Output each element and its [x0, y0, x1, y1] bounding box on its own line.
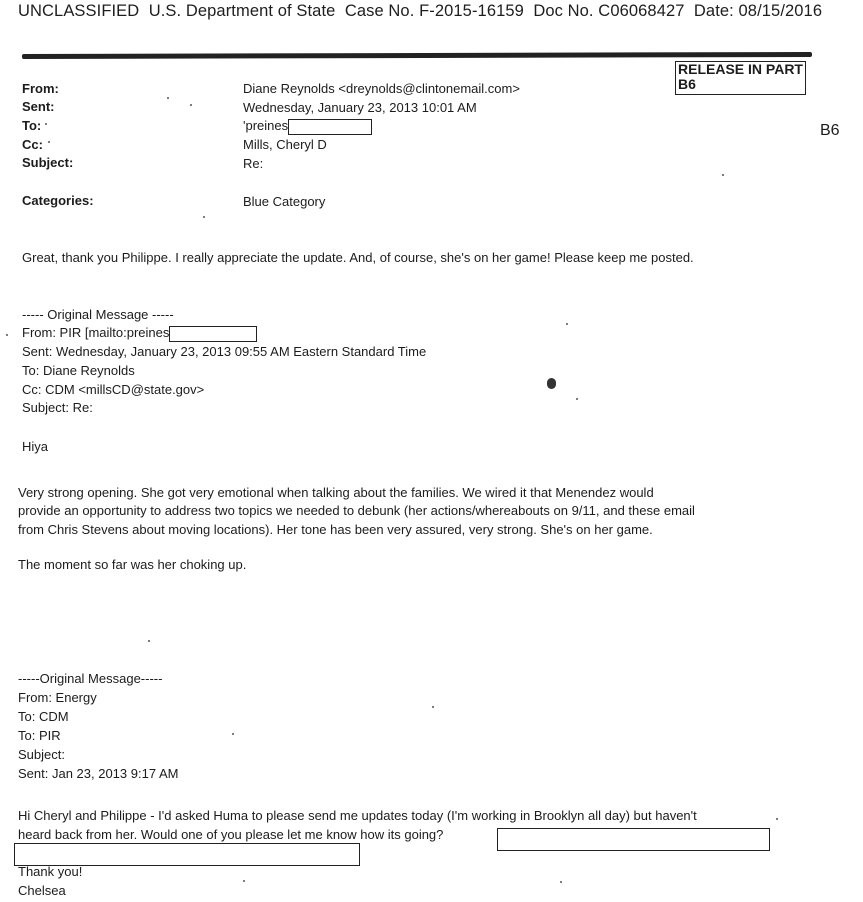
- subject-value: Re:: [243, 156, 264, 171]
- msg2-thanks: Thank you!: [18, 864, 83, 879]
- msg1-to: To: Diane Reynolds: [22, 363, 135, 378]
- msg2-to-1: To: CDM: [18, 709, 69, 724]
- scan-speck: [722, 174, 724, 176]
- scan-speck: [167, 97, 169, 99]
- redaction-box: [14, 843, 360, 866]
- scan-speck: [576, 398, 578, 400]
- msg2-paragraph-line-2: heard back from her. Would one of you please let me know how its going?: [18, 827, 444, 842]
- to-value: 'preines: [243, 118, 289, 133]
- document-header: [18, 2, 822, 21]
- sent-value: Wednesday, January 23, 2013 10:01 AM: [243, 100, 477, 115]
- case-number: Case No. F-2015-16159: [344, 2, 524, 20]
- release-stamp: [675, 61, 806, 95]
- msg1-from: [22, 325, 257, 342]
- msg2-to-2: To: PIR: [18, 728, 61, 743]
- to-field: [243, 118, 372, 135]
- msg2-from: From: Energy: [18, 690, 97, 705]
- classification-label: UNCLASSIFIED: [18, 2, 140, 20]
- msg2-signature: Chelsea: [18, 883, 66, 898]
- scan-speck: [432, 706, 434, 708]
- stamp-line-2: B6: [678, 76, 696, 92]
- scan-speck: [190, 104, 192, 106]
- doc-number: Doc No. C06068427: [533, 2, 685, 20]
- header-date: Date: 08/15/2016: [693, 2, 823, 20]
- scan-speck: [48, 141, 50, 143]
- redaction-box: [288, 119, 372, 135]
- from-label: From:: [22, 81, 59, 96]
- msg1-subject: Subject: Re:: [22, 400, 93, 415]
- msg1-from-text: From: PIR [mailto:preines: [22, 325, 170, 340]
- header-divider: [22, 52, 812, 59]
- msg1-paragraph-line-1: Very strong opening. She got very emotional when talking about the families. We wired it that Menendez would: [18, 485, 654, 500]
- reply-text: Great, thank you Philippe. I really appreciate the update. And, of course, she's on her game! Please keep me posted.: [22, 250, 694, 265]
- cc-label: Cc:: [22, 137, 43, 152]
- categories-value: Blue Category: [243, 194, 326, 209]
- to-label: To:: [22, 118, 42, 133]
- msg1-paragraph-line-3: from Chris Stevens about moving locations). Her tone has been very assured, very strong. She's on her game.: [18, 522, 653, 537]
- msg1-cc: Cc: CDM <millsCD@state.gov>: [22, 382, 205, 397]
- msg1-greeting: Hiya: [22, 439, 49, 454]
- redaction-box: [497, 828, 770, 851]
- redaction-box: [169, 326, 257, 342]
- categories-label: Categories:: [22, 193, 94, 208]
- msg1-paragraph-line-2: provide an opportunity to address two topics we needed to debunk (her actions/whereabouts on 9/11, and these email: [18, 503, 695, 518]
- scan-blot: [547, 378, 556, 389]
- msg2-paragraph-line-1: Hi Cheryl and Philippe - I'd asked Huma to please send me updates today (I'm working in Brooklyn all day) but haven't: [18, 808, 697, 823]
- scan-speck: [566, 323, 568, 325]
- msg1-sent: Sent: Wednesday, January 23, 2013 09:55 AM Eastern Standard Time: [22, 344, 427, 359]
- agency-name: U.S. Department of State: [148, 2, 336, 20]
- from-value: Diane Reynolds <dreynolds@clintonemail.com>: [243, 81, 520, 96]
- scan-speck: [203, 216, 205, 218]
- scan-speck: [560, 881, 562, 883]
- msg2-subject: Subject:: [18, 747, 65, 762]
- cc-value: Mills, Cheryl D: [243, 137, 327, 152]
- stamp-line-1: RELEASE IN PART: [678, 61, 803, 77]
- scan-speck: [776, 818, 778, 820]
- scan-speck: [243, 880, 245, 882]
- sent-label: Sent:: [22, 99, 55, 114]
- original-message-divider: -----Original Message-----: [18, 671, 163, 686]
- scan-speck: [6, 334, 8, 336]
- msg1-paragraph-2: The moment so far was her choking up.: [18, 557, 247, 572]
- msg2-sent: Sent: Jan 23, 2013 9:17 AM: [18, 766, 179, 781]
- exemption-code: B6: [820, 122, 840, 139]
- scan-speck: [148, 640, 150, 642]
- scan-speck: [232, 733, 234, 735]
- original-message-divider: ----- Original Message -----: [22, 307, 174, 322]
- subject-label: Subject:: [22, 155, 74, 170]
- scan-speck: [45, 123, 47, 125]
